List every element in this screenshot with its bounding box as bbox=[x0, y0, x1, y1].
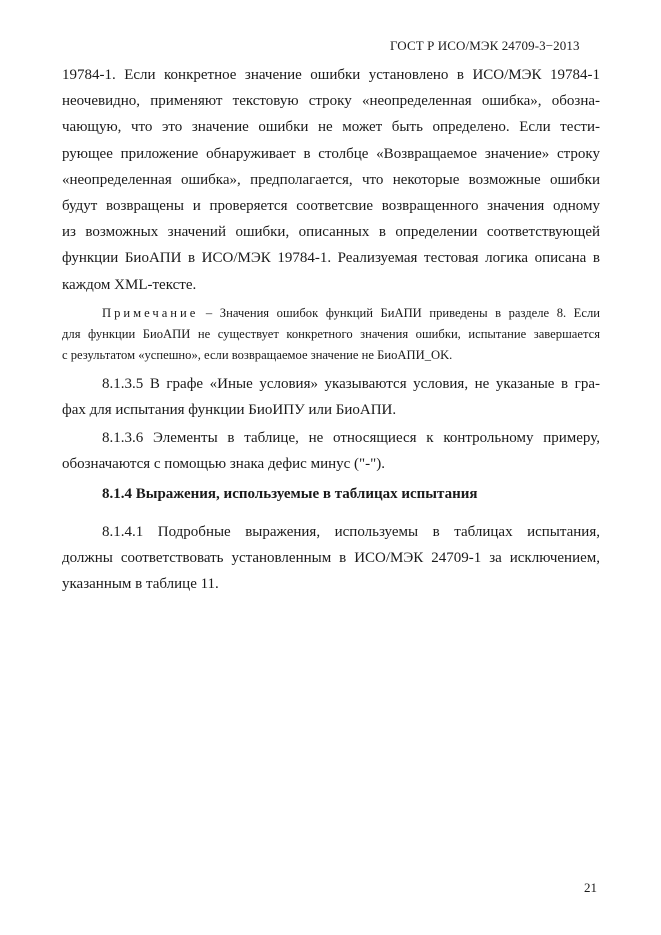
text-line: обозначаются с помощью знака дефис минус ("-"). bbox=[62, 456, 386, 473]
note-line: с результатом «успешно», если возвращаемое значение не БиоАПИ_OK. bbox=[62, 348, 453, 362]
text-line: неочевидно, применяют текстовую строку «неопределенная ошибка», обозна- bbox=[62, 93, 600, 110]
section-heading: 8.1.4 Выражения, используемые в таблицах испытания bbox=[102, 486, 478, 502]
text-line: 8.1.3.6 Элементы в таблице, не относящиеся к контрольному примеру, bbox=[102, 430, 600, 446]
clause-8-1-3-5 bbox=[62, 371, 600, 423]
text-line: 19784-1. Если конкретное значение ошибки установлено в ИСО/МЭК 19784-1 bbox=[62, 67, 600, 83]
note-line bbox=[62, 303, 600, 324]
text-line: каждом XML-тексте. bbox=[62, 276, 197, 293]
text-line: функции БиоАПИ в ИСО/МЭК 19784-1. Реализуемая тестовая логика описана в bbox=[62, 250, 600, 267]
text-line: будут возвращены и проверяется соответсвие возвращенного значения одному bbox=[62, 197, 600, 214]
note-block bbox=[62, 303, 600, 366]
note-text: – Значения ошибок функций БиАПИ приведены в разделе 8. Если bbox=[198, 306, 600, 320]
paragraph-error-values bbox=[62, 62, 600, 298]
note-line: для функции БиоАПИ не существует конкретного значения ошибки, испытание завершается bbox=[62, 327, 600, 341]
page-number: 21 bbox=[584, 880, 597, 895]
text-line: из возможных значений ошибки, описанных в определении соответствующей bbox=[62, 224, 600, 241]
text-line: «неопределенная ошибка», предполагается, что некоторые возможные ошибки bbox=[62, 171, 600, 188]
text-line: должны соответствовать установленным в ИСО/МЭК 24709-1 за исключением, bbox=[62, 550, 600, 567]
text-line: фах для испытания функции БиоИПУ или БиоАПИ. bbox=[62, 402, 397, 419]
text-line: чающую, что это значение ошибки не может быть определено. Если тести- bbox=[62, 119, 600, 136]
note-label: Примечание bbox=[102, 306, 199, 320]
page-header-standard-id: ГОСТ Р ИСО/МЭК 24709-3−2013 bbox=[390, 38, 580, 53]
clause-8-1-3-6 bbox=[62, 425, 600, 477]
text-line: 8.1.4.1 Подробные выражения, используемы в таблицах испытания, bbox=[102, 524, 600, 540]
text-line: 8.1.3.5 В графе «Иные условия» указываются условия, не указаные в гра- bbox=[102, 376, 600, 392]
text-line: указанным в таблице 11. bbox=[62, 576, 219, 593]
clause-8-1-4-1 bbox=[62, 519, 600, 598]
text-line: рующее приложение обнаруживает в столбце «Возвращаемое значение» строку bbox=[62, 145, 600, 162]
